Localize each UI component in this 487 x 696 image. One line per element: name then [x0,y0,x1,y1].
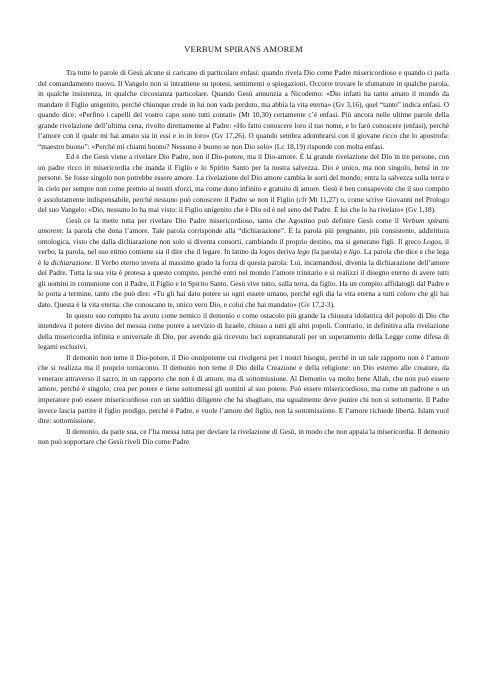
paragraph [38,152,449,215]
italic-text: la dichiarazione [43,257,92,267]
italic-text: Verbum spirans amorem [38,215,449,236]
paragraph [38,427,449,448]
italic-text: logos [259,247,276,257]
paragraph [38,311,449,353]
text-run: (la parola) e [309,247,349,257]
italic-text: lego [297,247,310,257]
text-run: , il verbo, la parola, nel suo etimo contiene sia il dire che il legare. In latino da [38,236,450,257]
text-run: deriva [275,247,298,257]
italic-text: Logos [423,236,441,246]
italic-text: ligo [348,247,361,257]
document-body [38,68,449,448]
text-run: : la parola che dona l’amore. Tale parola corrisponde alla “dichiarazione”. È la parola più pregnante, più consistente, addirittura ontologica, visto che dalla dichiarazione non solo si diventa consorti, cambiando il proprio destino, ma si generano figli. Il greco [38,226,449,246]
text-run: . Il Verbo eterno invera al massimo grado la forza di questa parola: Lui, incarnandosi, diventa la dichiarazione dell’amore del Padre. Tutta la sua vita è protesa a questo compito, perché entri nel mondo l’amore trinitario e si realizzi il disegno eterno di avere tutti gli uomini in comunione con il Padre, il Figlio e lo Spirito Santo. Gesù vive tutto, sulla terra, da figlio. Ha un compito affidatogli dal Padre e lo porta a termine, tanto che può dire: «Tu gli hai dato potere su ogni essere umano, perché egli dia la vita eterna a tutti coloro che gli hai dato. Questa è la vita eterna: che conoscano te, unico vero Dio, e colui che hai mandato» (Gv 17,2-3). [38,257,449,310]
paragraph [38,353,449,427]
text-run: Il demonio, da parte sua, ce l’ha messa tutta per deviare la rivelazione di Gesù, in modo che non appaia la misericordia. Il demonio non può sopportare che Gesù riveli Dio come Padre [38,426,449,447]
paragraph [38,216,449,311]
text-run: In questo suo compito ha avuto come nemico il demonio e come ostacolo più grande la chiusura idolatrica del popolo di Dio che intendeva il potere divino del messia come potere a servizio di Israele, chiuso a tutti gli altri popoli. Contrario, in definitiva alla rivelazione della misericordia infinita e universale di Dio, pur avendo già ricevuto luci soprannaturali per un superamento della Legge come difesa di legami esclusivi. [38,310,449,352]
text-run: . La parola che dice e che lega è [38,247,449,267]
document-title: VERBUM SPIRANS AMOREM [184,44,303,54]
paragraph [38,68,449,152]
text-run: Tra tutte le parole di Gesù alcune si caricano di particolare enfasi: quando rivela Dio come Padre misericordioso e quando ci parla del comandamento nuovo. Il Vangelo non si intrattiene su ipotesi, sentimenti o spiegazioni. Occorre trovare le sfumature in qualche parola, in qualche insistenza, in qualche circostanza particolare. Quando Gesù annunzia a Nicodemo: «Dio infatti ha tanto amato il mondo da mandare il Figlio unigenito, perché chiunque crede in lui non vada perduto, ma abbia la vita eterna» (Gv 3,16), quel “tanto” indica enfasi. O quando dice: «Perfino i capelli del vostro capo sono tutti contati» (Mt 10,30) certamente c’è enfasi. Più ancora nelle ultime parole della grande rivelazione dell’ultima cena, rivolto direttamente al Padre: «Ho fatto conoscere loro il tuo nome, e lo farò conoscere (enfasi), perché l’amore con il quale mi hai amato sia in essi e io in loro» (Gv 17,26). O quando sembra adombrarsi con il giovane ricco che lo apostrofa: “maestro buono”: «Perché mi chiami buono? Nessuno è buono se non Dio solo» (Lc 18,19) risponde con molta enfasi. [38,68,449,151]
text-run: Gesù ce la mette tutta per rivelare Dio Padre misericordioso, tanto che Agostino può definire Gesù come il [66,215,403,225]
text-run: Il demonio non teme il Dio-potere, il Dio onnipotente cui rivolgersi per i nostri bisogni, perché in un tale rapporto non è l’amore che si realizza ma il proprio tornaconto. Il demonio non teme il Dio della Creazione e della religione: un Dio esterno alle creature, da venerare attraverso il sacro, in un rapporto che non è di amore, ma di sottomissione. Al Demonio va molto bene Allah, che non può essere amore, perché è singolo; crea per potere e tiene sottomessi gli uomini al suo potere. Può essere misericordioso, ma come un padrone o un imperatore può essere misericordioso con un suddito diligente che ha sbagliato, ma ugualmente deve punire chi non si sottomette. Il Padre invece lascia partire il figlio prodigo, perché è Padre, e vuole l’amore del figlio, non la sottomissione. E l’amore richiede libertà. Islam vuol dire: sottomissione. [38,352,449,426]
text-run: Ed è che Gesù viene a rivelare Dio Padre, non il Dio-potere, ma il Dio-amore. È la grande rivelazione del Dio in tre persone, con un padre ricco in misericordia che manda il Figlio e lo Spirito Santo per la nostra salvezza. Dio è unico, ma non singolo, bensì in tre persone. Se fosse singolo non potrebbe essere amore. La rivelazione del Dio amore cambia le sorti del mondo; entra la salvezza sulla terra e in cielo per sempre non come premio ai nostri sforzi, ma come dono infinito e gratuito di amore. Gesù è ben consapevole che il suo compito è assolutamente indispensabile, perché nessuno può conoscere il Padre se non il Figlio (cfr Mt 11,27) o, come scrive Giovanni nel Prologo del suo Vangelo: «Dio, nessuno lo ha mai visto: il Figlio unigenito che è Dio ed è nel seno del Padre. È lui che lo ha rivelato» (Gv 1,18). [38,152,449,215]
